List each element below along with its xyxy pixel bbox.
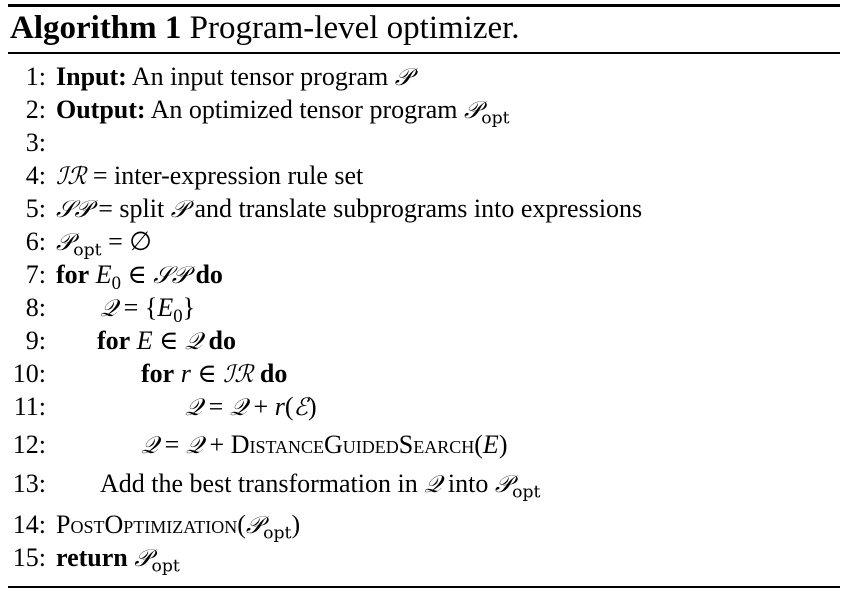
- distance-guided-search-call: DistanceGuidedSearch: [230, 430, 475, 459]
- algorithm-caption: [10, 8, 520, 48]
- return-keyword: return: [56, 543, 128, 572]
- line-text: inter-expression rule set: [113, 161, 364, 190]
- for-keyword: for: [141, 359, 175, 388]
- line-content: 𝒬 = 𝒬 + r(ℰ): [185, 392, 317, 421]
- line-number: 10:: [12, 359, 46, 388]
- line-content: for r ∈ ℐℛ do: [141, 359, 288, 388]
- line-number: 13:: [12, 469, 46, 498]
- line-number: 5:: [25, 194, 46, 223]
- do-keyword: do: [259, 359, 288, 388]
- line-content: [56, 95, 510, 134]
- line-number: 2:: [25, 95, 46, 124]
- post-optimization-call: PostOptimization: [56, 510, 238, 539]
- line-text: An optimized tensor program: [150, 95, 458, 124]
- math-program-opt: 𝒫$_{opt}$: [56, 228, 102, 261]
- math-rule-set: ℐℛ: [56, 162, 87, 190]
- line-number: 12:: [12, 430, 46, 459]
- algorithm-label: Algorithm 1: [10, 10, 182, 46]
- math-rule-set: ℐℛ: [223, 360, 254, 388]
- line-number: 11:: [13, 392, 46, 421]
- do-keyword: do: [208, 326, 236, 355]
- math-subprograms: 𝒮𝒫: [153, 261, 189, 289]
- line-number: 3:: [25, 128, 46, 157]
- input-keyword: Input:: [56, 62, 127, 91]
- line-content: 𝒮𝒫 = split 𝒫 and translate subprograms into expressions: [56, 194, 643, 223]
- line-text: split: [119, 194, 165, 223]
- math-program: 𝒫: [170, 195, 188, 223]
- line-content: [56, 62, 412, 92]
- math-expression: E: [136, 326, 153, 355]
- line-content: 𝒬 = $\{E_0\}$: [100, 293, 196, 327]
- math-queue: 𝒬: [185, 393, 203, 421]
- math-program-opt: 𝒫$_{opt}$: [134, 544, 180, 577]
- math-subprograms: 𝒮𝒫: [56, 195, 92, 223]
- line-number: 9:: [25, 326, 46, 355]
- line-text-2: into: [447, 469, 489, 498]
- math-queue: 𝒬: [424, 470, 442, 498]
- line-content: PostOptimization(𝒫$_{opt}$): [56, 510, 301, 544]
- algorithm-title: Program-level optimizer.: [189, 10, 520, 46]
- do-keyword: do: [195, 260, 223, 289]
- math-queue: 𝒬: [141, 431, 159, 459]
- line-content: 𝒬 = 𝒬 + DistanceGuidedSearch(E): [141, 430, 508, 459]
- line-content: for $E_0$ ∈ 𝒮𝒫 do: [56, 260, 223, 294]
- for-keyword: for: [97, 326, 131, 355]
- math-program-opt: 𝒫$_{opt}$: [494, 470, 541, 503]
- line-text: Add the best transformation in: [100, 469, 418, 498]
- bottom-rule: [8, 586, 840, 588]
- line-text-2: and translate subprograms into expressions: [194, 194, 643, 223]
- math-program: 𝒫: [394, 63, 412, 91]
- math-program-opt: 𝒫$_{opt}$: [464, 96, 510, 129]
- line-number: 14:: [12, 510, 46, 539]
- line-number: 15:: [12, 543, 46, 572]
- line-content: for E ∈ 𝒬 do: [97, 326, 236, 355]
- line-number: 8:: [25, 293, 46, 322]
- for-keyword: for: [56, 260, 90, 289]
- line-number: 7:: [25, 260, 46, 289]
- line-content: [56, 543, 180, 582]
- math-queue: 𝒬: [100, 294, 118, 322]
- output-keyword: Output:: [56, 95, 146, 124]
- line-content: [100, 469, 540, 508]
- math-rule: r: [180, 359, 191, 388]
- line-number: 6:: [25, 227, 46, 256]
- line-content: 𝒫$_{opt}$ = ∅: [56, 227, 152, 261]
- caption-rule: [8, 52, 840, 54]
- line-text: An input tensor program: [131, 62, 389, 91]
- line-number: 1:: [25, 62, 46, 91]
- line-number: 4:: [25, 161, 46, 190]
- math-queue: 𝒬: [184, 327, 203, 355]
- line-content: ℐℛ = inter-expression rule set: [56, 161, 364, 190]
- top-rule: [8, 4, 840, 7]
- math-expression: $E_0$: [95, 260, 121, 294]
